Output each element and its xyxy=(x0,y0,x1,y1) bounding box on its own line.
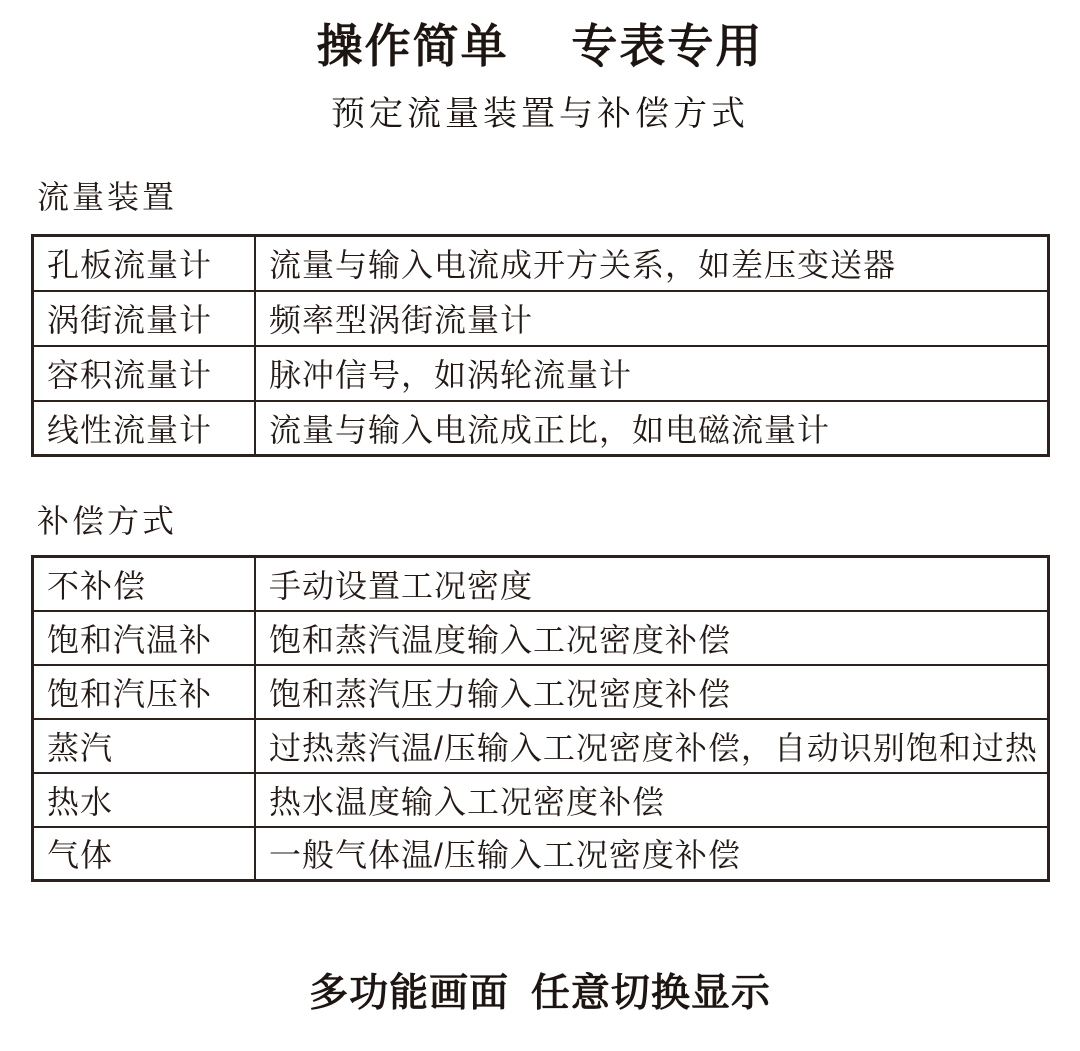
device-description-cell: 流量与输入电流成开方关系，如差压变送器 xyxy=(255,236,1049,291)
table-row xyxy=(33,236,1049,291)
table-row xyxy=(33,557,1049,611)
flow-device-section-heading: 流量装置 xyxy=(37,179,178,215)
table-row xyxy=(33,346,1049,401)
table-row xyxy=(33,611,1049,665)
device-description-cell: 频率型涡街流量计 xyxy=(255,291,1049,346)
compensation-description-cell: 过热蒸汽温/压输入工况密度补偿，自动识别饱和过热 xyxy=(255,719,1049,773)
table-row xyxy=(33,665,1049,719)
footer-title: 多功能画面 任意切换显示 xyxy=(309,972,771,1015)
compensation-description-cell: 饱和蒸汽压力输入工况密度补偿 xyxy=(255,665,1049,719)
device-name-cell: 孔板流量计 xyxy=(33,236,256,291)
compensation-description-cell: 饱和蒸汽温度输入工况密度补偿 xyxy=(255,611,1049,665)
compensation-mode-cell: 饱和汽温补 xyxy=(33,611,256,665)
compensation-mode-cell: 热水 xyxy=(33,773,256,827)
compensation-description-cell: 手动设置工况密度 xyxy=(255,557,1049,611)
compensation-section-heading: 补偿方式 xyxy=(37,503,178,539)
compensation-mode-cell: 气体 xyxy=(33,827,256,881)
table-row xyxy=(33,827,1049,881)
compensation-table xyxy=(31,555,1050,882)
flow-device-table xyxy=(31,234,1050,457)
device-name-cell: 线性流量计 xyxy=(33,401,256,456)
compensation-mode-cell: 饱和汽压补 xyxy=(33,665,256,719)
device-name-cell: 容积流量计 xyxy=(33,346,256,401)
compensation-description-cell: 一般气体温/压输入工况密度补偿 xyxy=(255,827,1049,881)
device-description-cell: 流量与输入电流成正比，如电磁流量计 xyxy=(255,401,1049,456)
table-row xyxy=(33,291,1049,346)
page-title: 操作简单 专表专用 xyxy=(316,20,764,72)
table-row xyxy=(33,773,1049,827)
page-subtitle: 预定流量装置与补偿方式 xyxy=(331,95,749,133)
table-row xyxy=(33,719,1049,773)
compensation-mode-cell: 蒸汽 xyxy=(33,719,256,773)
device-description-cell: 脉冲信号，如涡轮流量计 xyxy=(255,346,1049,401)
table-row xyxy=(33,401,1049,456)
device-name-cell: 涡街流量计 xyxy=(33,291,256,346)
compensation-mode-cell: 不补偿 xyxy=(33,557,256,611)
compensation-description-cell: 热水温度输入工况密度补偿 xyxy=(255,773,1049,827)
